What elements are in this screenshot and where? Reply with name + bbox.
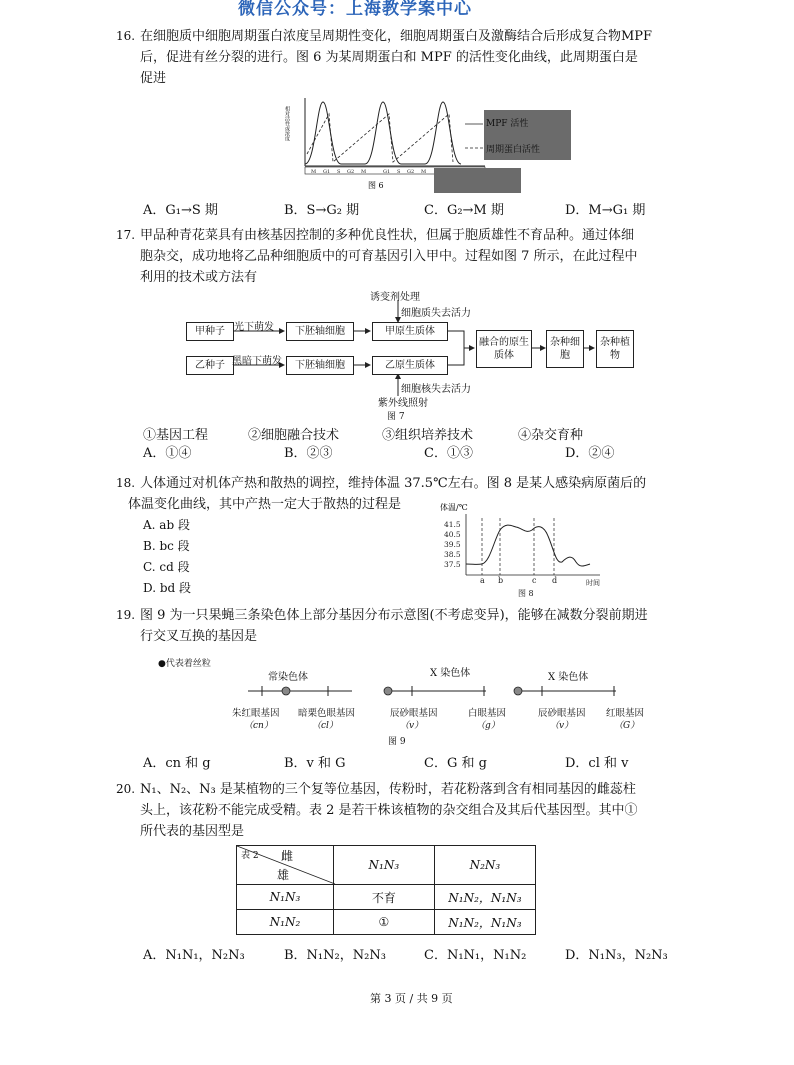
q19-line1: 图 9 为一只果蝇三条染色体上部分基因分布示意图(不考虑变异)，能够在减数分裂前期进 — [140, 608, 648, 623]
chart-ytick: 39.5 — [444, 540, 461, 549]
fig9-gene-cn: 朱红眼基因 — [232, 708, 280, 719]
fig6-phase: M — [361, 169, 367, 175]
chart-ylabel: 体温/℃ — [440, 503, 468, 512]
fig9-gene-cl: 暗栗色眼基因 — [298, 708, 356, 719]
table-corner-cell — [237, 846, 334, 885]
chart-point-a: a — [480, 576, 485, 585]
fig7-mutagen-label: 诱变剂处理 — [370, 292, 420, 303]
q19-option-c[interactable]: C．G 和 g — [424, 756, 487, 771]
fig6-phase: S — [397, 169, 401, 175]
q18-option-a[interactable]: A. ab 段 — [143, 518, 190, 532]
fig9-chr3-label: X 染色体 — [548, 672, 589, 683]
fig7-seed-b: 乙种子 — [186, 356, 234, 375]
q19-option-d[interactable]: D．cl 和 v — [565, 756, 629, 771]
fig7-cyto-label: 细胞质失去活力 — [401, 308, 471, 319]
q17-number: 17. — [116, 228, 136, 242]
q18-option-b[interactable]: B. bc 段 — [143, 539, 190, 553]
fig9-gene-v-x1: 辰砂眼基因 — [390, 708, 438, 719]
fig6-phase: G1 — [323, 169, 331, 175]
watermark-header: 微信公众号：上海教学案中心 — [238, 0, 472, 19]
q20-option-c[interactable]: C．N₁N₁，N₁N₂ — [424, 948, 527, 963]
fig7-hybrid-plant: 杂种植物 — [596, 330, 634, 368]
chart-point-d: d — [552, 576, 558, 585]
chart-xlabel: 时间 — [586, 579, 600, 587]
fig7-hybrid-cell: 杂种细胞 — [546, 330, 584, 368]
q20-option-d[interactable]: D．N₁N₃，N₂N₃ — [565, 948, 668, 963]
fig9-gene-v-x2-symbol: （v） — [550, 721, 574, 731]
q20-line3: 所代表的基因型是 — [140, 824, 245, 839]
q20-line2: 头上，该花粉不能完成受精。表 2 是若干株该植物的杂交组合及其后代基因型。其中① — [140, 803, 638, 818]
table-row-header: N₁N₃ — [237, 885, 334, 910]
fig7-dark-label: 黑暗下萌发 — [232, 356, 282, 367]
fig6-phase: M — [421, 169, 427, 175]
fig7-hypocotyl-b: 下胚轴细胞 — [286, 356, 354, 375]
q16-number: 16. — [116, 29, 136, 43]
q17-option-a[interactable]: A．①④ — [143, 446, 192, 461]
q19-option-b[interactable]: B．v 和 G — [284, 756, 346, 771]
q17-method-2: ②细胞融合技术 — [248, 428, 340, 443]
fig9-gene-cl-symbol: （cl） — [312, 721, 338, 731]
fig9-gene-G: 红眼基因 — [606, 708, 645, 719]
fig6-legend-mpf: MPF 活性 — [486, 119, 529, 129]
fig7-protoplast-a: 甲原生质体 — [372, 322, 448, 341]
q18-option-c[interactable]: C. cd 段 — [143, 560, 190, 574]
fig7-hypocotyl-a: 下胚轴细胞 — [286, 322, 354, 341]
q16-option-d[interactable]: D．M→G₁ 期 — [565, 203, 646, 218]
fig7-seed-a: 甲种子 — [186, 322, 234, 341]
chart-ytick: 41.5 — [444, 520, 461, 529]
figure-9-chromosomes — [240, 680, 630, 704]
figure-8-chart — [440, 500, 610, 600]
fig6-mpf-curve — [305, 102, 461, 164]
fig6-phase: G2 — [347, 169, 355, 175]
table-col-header: N₂N₃ — [434, 846, 535, 885]
chart-ytick: 37.5 — [444, 560, 461, 569]
fig7-uv-label: 紫外线照射 — [378, 398, 428, 409]
q17-method-4: ④杂交育种 — [518, 428, 584, 443]
fig7-caption: 图 7 — [387, 412, 405, 422]
q20-number: 20. — [116, 782, 136, 796]
q16-option-c[interactable]: C．G₂→M 期 — [424, 203, 504, 218]
chart-caption: 图 8 — [518, 589, 534, 598]
fig9-caption: 图 9 — [388, 737, 406, 747]
fig9-gene-v-x2: 辰砂眼基因 — [538, 708, 586, 719]
fig9-gene-g: 白眼基因 — [468, 708, 507, 719]
q20-option-b[interactable]: B．N₁N₂，N₂N₃ — [284, 948, 386, 963]
fig9-gene-g-symbol: （g） — [476, 721, 500, 731]
q17-method-1: ①基因工程 — [143, 428, 209, 443]
q19-number: 19. — [116, 608, 136, 622]
table-2 — [236, 845, 536, 935]
q19-line2: 行交叉互换的基因是 — [140, 629, 258, 644]
fig9-gene-G-symbol: （G） — [614, 721, 640, 731]
chart-ytick: 38.5 — [444, 550, 461, 559]
fig6-phase: S — [337, 169, 341, 175]
q16-option-a[interactable]: A．G₁→S 期 — [143, 203, 218, 218]
q19-option-a[interactable]: A．cn 和 g — [143, 756, 211, 771]
q17-option-d[interactable]: D．②④ — [565, 446, 615, 461]
q17-option-c[interactable]: C．①③ — [424, 446, 473, 461]
table-cell: ① — [333, 910, 434, 935]
chart-ytick: 40.5 — [444, 530, 461, 539]
table-title: 表 2 — [241, 851, 259, 861]
table-cell: 不育 — [333, 885, 434, 910]
fig6-legend-cyclin: 周期蛋白活性 — [486, 145, 541, 155]
q16-line2: 后，促进有丝分裂的进行。图 6 为某周期蛋白和 MPF 的活性变化曲线，此周期蛋白是 — [140, 50, 638, 65]
q16-option-b[interactable]: B．S→G₂ 期 — [284, 203, 360, 218]
q20-line1: N₁、N₂、N₃ 是某植物的三个复等位基因，传粉时，若花粉落到含有相同基因的雌蕊柱 — [140, 782, 636, 797]
q16-line1: 在细胞质中细胞周期蛋白浓度呈周期性变化，细胞周期蛋白及激酶结合后形成复合物MPF — [140, 29, 653, 44]
q18-option-d[interactable]: D. bd 段 — [143, 581, 192, 595]
table-row-header: N₁N₂ — [237, 910, 334, 935]
page-footer: 第 3 页 / 共 9 页 — [370, 992, 453, 1005]
fig6-phase: M — [311, 169, 317, 175]
fig6-phase: G2 — [407, 169, 415, 175]
fig7-light-label: 光下萌发 — [234, 322, 274, 333]
figure-7 — [180, 288, 660, 423]
fig9-gene-cn-symbol: （cn） — [244, 721, 273, 731]
table-cell: N₁N₂，N₁N₃ — [434, 910, 535, 935]
fig7-protoplast-b: 乙原生质体 — [372, 356, 448, 375]
chart-temperature-line — [466, 525, 590, 566]
q18-line1: 人体通过对机体产热和散热的调控，维持体温 37.5℃左右。图 8 是某人感染病原菌后的 — [140, 476, 647, 491]
table-header-female: 雌 — [281, 849, 294, 863]
fig9-gene-v-x1-symbol: （v） — [400, 721, 424, 731]
q20-option-a[interactable]: A．N₁N₁，N₂N₃ — [143, 948, 245, 963]
q17-line3: 利用的技术或方法有 — [140, 270, 258, 285]
fig7-fused-protoplast: 融合的原生质体 — [476, 330, 532, 368]
chart-point-c: c — [532, 576, 537, 585]
fig7-nucleus-label: 细胞核失去活力 — [401, 384, 471, 395]
q17-option-b[interactable]: B．②③ — [284, 446, 333, 461]
chart-point-b: b — [498, 576, 504, 585]
fig9-chr1-label: 常染色体 — [268, 672, 308, 683]
q18-number: 18. — [116, 476, 136, 490]
fig6-ylabel: 相对活性或浓度 — [284, 106, 290, 141]
q17-line1: 甲品种青花菜具有由核基因控制的多种优良性状，但属于胞质雄性不育品种。通过体细 — [140, 228, 635, 243]
fig6-mask-box — [434, 168, 521, 193]
q18-line2: 体温变化曲线，其中产热一定大于散热的过程是 — [128, 497, 402, 512]
table-header-male: 雄 — [277, 868, 290, 882]
q16-line3: 促进 — [140, 71, 167, 86]
table-cell: N₁N₂，N₁N₃ — [434, 885, 535, 910]
fig6-phase: G1 — [383, 169, 391, 175]
q17-line2: 胞杂交，成功地将乙品种细胞质中的可育基因引入甲中。过程如图 7 所示，在此过程中 — [140, 249, 638, 264]
q17-method-3: ③组织培养技术 — [382, 428, 474, 443]
fig9-chr2-label: X 染色体 — [430, 668, 471, 679]
table-col-header: N₁N₃ — [333, 846, 434, 885]
fig6-caption: 图 6 — [368, 181, 384, 190]
fig9-legend: ●代表着丝粒 — [158, 659, 211, 669]
